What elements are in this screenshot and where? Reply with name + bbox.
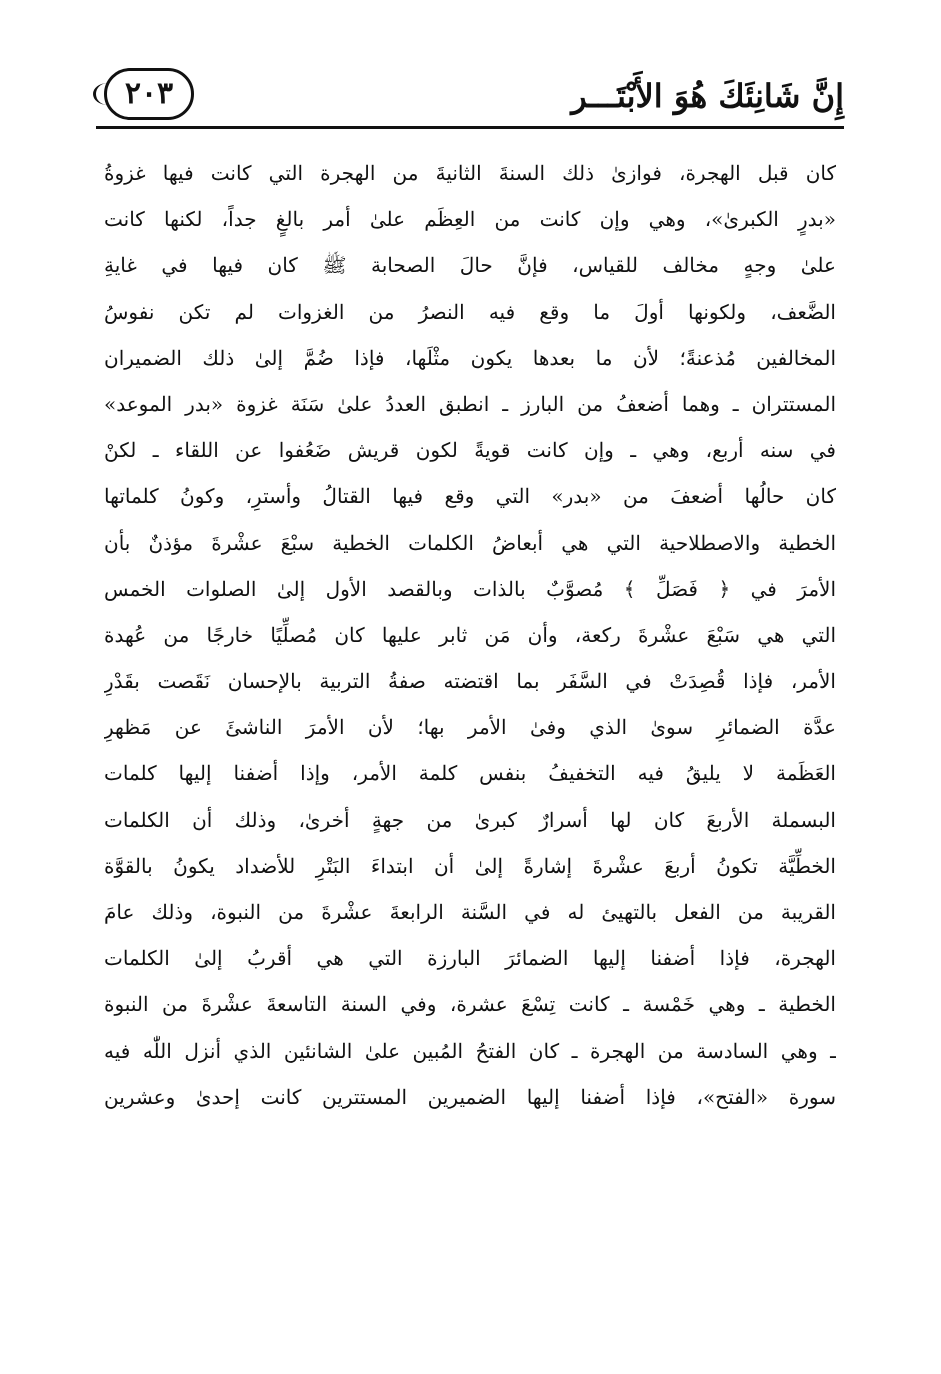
text-line: عدَّة الضمائرِ سوىٰ الذي وفىٰ الأمر بها؛ لأن الأمرَ الناشئَ عن مَظهرِ bbox=[104, 715, 836, 740]
text-line: سورة «الفتح»، فإذا أضفنا إليها الضميرين المستترين كانت إحدىٰ وعشرين bbox=[104, 1084, 836, 1109]
text-line: المخالفين مُذعنةً؛ لأن ما بعدها يكون مثْلَها، فإذا ضُمَّ إلىٰ ذلك الضميران bbox=[104, 345, 836, 370]
text-line: الخطِّيَّة تكونُ أربعَ عشْرةَ إشارةً إلىٰ أن ابتداءَ البَتْرِ للأضداد يكونُ بالقوَّة bbox=[104, 853, 836, 878]
text-line: العَظَمة لا يليقُ فيه التخفيفُ بنفس كلمة الأمر، وإذا أضفنا إليها كلمات bbox=[104, 761, 836, 786]
text-line: البسملة الأربعَ كان لها أسرارٌ كبرىٰ من جهةٍ أخرىٰ، وذلك أن الكلمات bbox=[104, 807, 836, 832]
page-number-badge bbox=[104, 68, 194, 120]
text-line: «بدرٍ الكبرىٰ»، وهي وإن كانت من العِظَم علىٰ أمر بالغٍ جداً، لكنها كانت bbox=[104, 207, 836, 232]
text-line: الخطية ـ وهي خَمْسة ـ كانت تِسْعَ عشرة، وفي السنة التاسعةَ عشْرةَ من النبوة bbox=[104, 992, 836, 1017]
text-line: علىٰ وجهٍ مخالف للقياس، فإنَّ حالَ الصحابة ﷺ كان فيها في غايةِ bbox=[104, 253, 836, 278]
page-header bbox=[96, 62, 844, 128]
text-line: كان قبل الهجرة، فوازىٰ ذلك السنةَ الثانيةَ من الهجرة التي كانت فيها غزوةُ bbox=[104, 161, 836, 185]
text-line: الأمرَ في ﴿ فَصَلِّ ﴾ مُصوَّبٌ بالذات وبالقصد الأول إلىٰ الصلوات الخمس bbox=[104, 576, 836, 601]
text-line: التي هي سَبْعَ عشْرةَ ركعة، وأن مَن ثابر عليها كان مُصلِّيًا خارجًا من عُهدة bbox=[104, 622, 836, 647]
running-title: إِنَّ شَانِئَكَ هُوَ الأَبْتَـــر bbox=[571, 77, 844, 115]
text-line: ـ وهي السادسة من الهجرة ـ كان الفتحُ المُبين علىٰ الشانئين الذي أنزل اللّٰه فيه bbox=[104, 1038, 836, 1063]
body-text bbox=[104, 150, 836, 1120]
text-line: الخطية والاصطلاحية التي هي أبعاضُ الكلمات الخطية سبْعَ عشْرةَ مؤذنٌ بأن bbox=[104, 530, 836, 555]
header-rule bbox=[96, 126, 844, 129]
text-line: القريبة من الفعل بالتهيئ له في السَّنة الرابعةَ عشْرةَ من النبوة، وذلك عامَ bbox=[104, 900, 836, 924]
text-line: كان حالُها أضعفَ من «بدر» التي وقع فيها القتالُ وأسترِ، وكونُ كلماتها bbox=[104, 484, 836, 509]
text-line: الأمر، فإذا قُصِدَتْ في السَّفَر بما اقتضته صفةُ التربية بالإحسان نَقَصت بقَدْرِ bbox=[104, 669, 836, 694]
text-line: الهجرة، فإذا أضفنا إليها الضمائرَ البارزة التي هي أقربُ إلىٰ الكلمات bbox=[104, 946, 836, 971]
text-line: الضَّعف، ولكونها أولَ ما وقع فيه النصرُ من الغزوات لم تكن نفوسُ bbox=[104, 299, 836, 324]
text-line: في سنه أربع، وهي ـ وإن كانت قويةً لكون قريش ضَعُفوا عن اللقاء ـ لكنْ bbox=[104, 438, 836, 463]
text-line: المستتران ـ وهما أضعفُ من البارز ـ انطبق العددُ علىٰ سَنَة غزوة «بدر الموعد» bbox=[104, 391, 836, 416]
page-number: ٢٠٣ bbox=[124, 76, 174, 111]
